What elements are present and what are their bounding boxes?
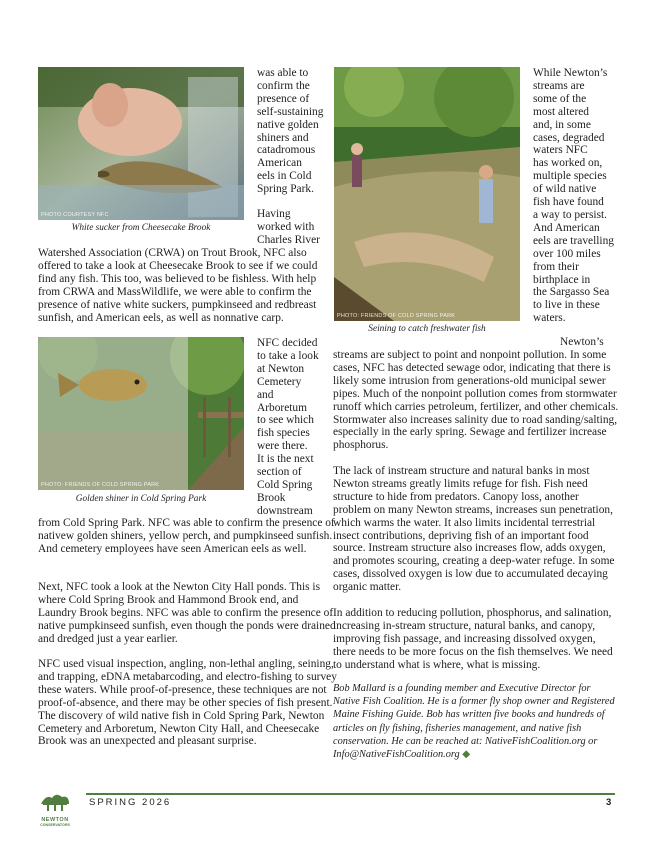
paragraph-cemetery: from Cold Spring Park. NFC was able to confirm the presence of nativew golden shiners, yellow perch, and pumpkinseed sunfish. And cemetery employees have seen American eels as well. [38,517,335,555]
text-line: to take a look [257,349,319,362]
text-line: fish species [257,427,310,440]
paragraph-city-hall: Next, NFC took a look at the Newton City Hall ponds. This is where Cold Spring Brook and Hammond Brook end, and Laundry Brook begins. NFC was able to confirm the presence of native pumpkinseed sunfish, even though the ponds were drained and dredged just a year earlier. [38,581,336,645]
logo-text-conservators: CONSERVATORS [40,823,70,827]
text-line: most altered [533,105,589,118]
text-line: presence of [257,92,310,105]
text-line: eels in Cold [257,170,312,183]
text-line: the Sargasso Sea [533,286,610,299]
text-line: worked with [257,220,315,233]
text-line: Charles River [257,233,320,246]
fish-in-hand-photo [38,67,244,220]
text-line: And American [533,221,600,234]
author-bio [333,682,619,761]
photo-credit: PHOTO: FRIENDS OF COLD SPRING PARK [41,482,160,488]
fish-tank-photo [38,337,244,490]
newton-conservators-logo [38,792,72,827]
author-bio-text: Bob Mallard is a founding member and Executive Director for Native Fish Coalition. He is a former fly shop owner and Registered Maine Fishing Guide. Bob has written five books and hundreds of articles on fly fishing, fisheries management, and native fish conservation. He can be reached at: NativeFishCoalition.org or Info@NativeFishCoalition.org [333,683,615,761]
text-line: some of the [533,92,587,105]
text-line: NFC decided [257,337,318,349]
text-line: confirm the [257,79,310,92]
footer-divider [86,793,615,795]
text-block-intro [257,67,337,196]
text-line: birthplace in [533,273,591,286]
text-line: Spring Park. [257,183,314,196]
text-line: and [257,388,274,401]
photo-credit: PHOTO: FRIENDS OF COLD SPRING PARK [337,313,456,319]
text-line: fish have found [533,196,604,209]
text-line: has worked on, [533,157,603,170]
text-line: a way to persist. [533,208,608,221]
footer-season: SPRING 2026 [89,797,172,808]
text-line: catadromous [257,144,316,157]
text-line: to see which [257,414,314,427]
text-line: Cemetery [257,375,302,388]
river-seining-photo [334,67,520,321]
text-line: over 100 miles [533,247,601,260]
text-line: Brook [257,491,286,504]
text-line: Arboretum [257,401,307,414]
paragraph-pollution: streams are subject to point and nonpoint pollution. In some cases, NFC has detected sewage odor, indicating that there is likely some intrusion from generations-old municipal sewer pipes. Much of the nonpoint pollution comes from stormwater runoff which carries petroleum, fertilizer, and other chemicals. Stormwater also increases salinity due to road sanding/salting, especially in the early spring. Sewage and fertilizer increase phosphorus. [333,349,619,452]
text-line: self-sustaining [257,105,324,118]
text-line: waters. [533,312,566,325]
text-line: native golden [257,118,319,131]
text-line: waters NFC [533,144,588,157]
text-line: American [257,157,302,170]
paragraph-structure: The lack of instream structure and natural banks in most Newton streams greatly limits refuge for fish. Fish need structure to hide from predators. Canopy loss, another problem on many Newton streams, increases sun penetration, which warms the water. It also limits incidental terrestrial insect contributions, depriving fish of an important food source. Instream structure also increases flow, adds oxygen, and promotes scouring, creating a deep-water refuge. In some cases, dissolved oxygen is low due to accumulated decaying organic matter. [333,465,615,594]
photo-caption: Golden shiner in Cold Spring Park [75,494,207,504]
photo-caption: Seining to catch freshwater fish [368,324,486,334]
text-line: section of [257,466,302,479]
text-line: was able to [257,67,309,79]
photo-seining [334,67,520,321]
text-line-newtons: Newton’s [560,336,604,348]
text-line: eels are travelling [533,234,614,247]
text-line: to live in these [533,299,600,312]
tree-logo-icon [38,792,72,812]
text-line: Cold Spring [257,478,313,491]
text-line: multiple species [533,170,607,183]
text-line: of wild native [533,183,597,196]
text-line: cases, degraded [533,131,605,144]
text-line: Having [257,208,291,220]
text-block-newton-streams [533,67,619,325]
text-line: and, in some [533,118,591,131]
end-mark-icon: ◆ [462,749,471,761]
paragraph-methods: NFC used visual inspection, angling, non-lethal angling, seining, and trapping, eDNA metabarcoding, and electro-fishing to survey these waters. While proof-of-presence, these techniques are not proof-of-absence, and there may be other species of fish present. The discovery of wild native fish in Cold Spring Park, Newton Cemetery and Arboretum, Newton City Hall, and Cheesecake Brook was an unexpected and pleasant surprise. [38,658,337,748]
text-line: While Newton’s [533,67,608,79]
paragraph-conclusion: In addition to reducing pollution, phosphorus, and salination, increasing in-stream structure, natural banks, and canopy, improving fish passage, and increasing dissolved oxygen, there needs to be more focus on the fish themselves. We need to understand what is where, what is missing. [333,607,613,671]
text-line: were there. [257,440,308,453]
text-line: streams are [533,79,585,92]
text-block-having [257,208,337,247]
photo-white-sucker [38,67,244,220]
logo-text-newton: NEWTON [41,817,69,823]
photo-golden-shiner [38,337,244,490]
text-line: from their [533,260,579,273]
photo-credit: PHOTO COURTESY NFC [41,212,109,218]
text-line: at Newton [257,362,305,375]
text-line: shiners and [257,131,309,144]
paragraph-crwa: Watershed Association (CRWA) on Trout Brook, NFC also offered to take a look at Cheesecake Brook to see if we could find any fish. This too, was believed to be fishless. With help from CRWA and MassWildlife, we were able to confirm the presence of native white suckers, pumpkinseed and redbreast sunfish, and American eels, as well as nonnative carp. [38,247,318,324]
photo-caption: White sucker from Cheesecake Brook [71,223,211,233]
page-number: 3 [606,797,612,808]
text-block-cemetery-intro [257,337,337,518]
text-line: downstream [257,504,313,517]
text-line: It is the next [257,453,314,466]
